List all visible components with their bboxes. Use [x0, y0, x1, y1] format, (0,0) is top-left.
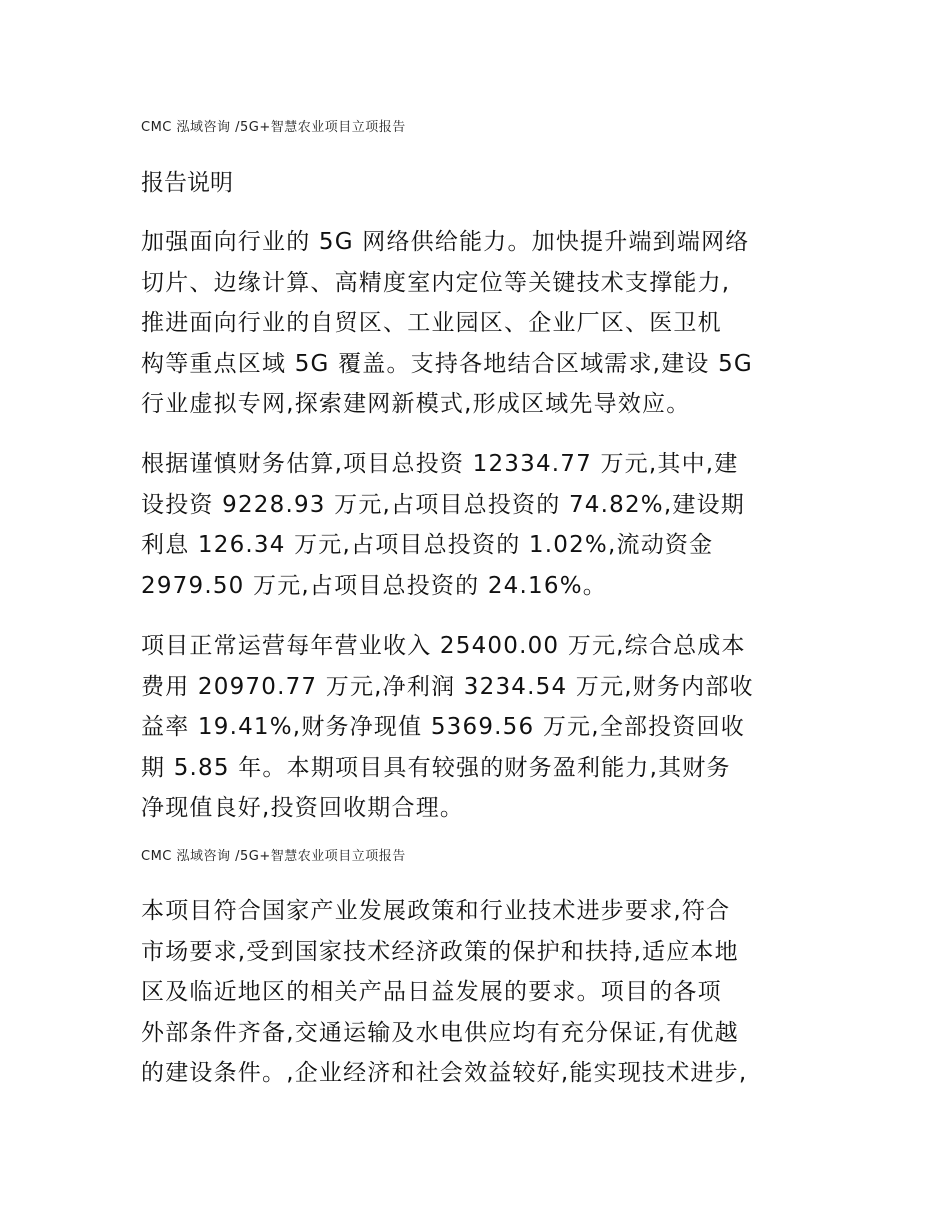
paragraph-line: 本项目符合国家产业发展政策和行业技术进步要求,符合 [141, 898, 731, 924]
paragraph-line: 加强面向行业的 5G 网络供给能力。加快提升端到端网络 [141, 229, 750, 255]
paragraph-line: 费用 20970.77 万元,净利润 3234.54 万元,财务内部收 [141, 673, 754, 700]
paragraph-policy [141, 891, 831, 1094]
running-header-top: CMC 泓域咨询 /5G+智慧农业项目立项报告 [141, 120, 406, 135]
paragraph-line: 设投资 9228.93 万元,占项目总投资的 74.82%,建设期 [141, 491, 745, 518]
section-title: 报告说明 [141, 170, 233, 196]
paragraph-5g-supply [141, 222, 831, 425]
paragraph-line: 切片、边缘计算、高精度室内定位等关键技术支撑能力, [141, 269, 731, 296]
paragraph-line: 区及临近地区的相关产品日益发展的要求。项目的各项 [141, 979, 722, 1005]
paragraph-line: 外部条件齐备,交通运输及水电供应均有充分保证,有优越 [141, 1019, 739, 1046]
paragraph-investment [141, 444, 831, 606]
paragraph-line: 行业虚拟专网,探索建网新模式,形成区域先导效应。 [141, 391, 691, 417]
paragraph-line: 推进面向行业的自贸区、工业园区、企业厂区、医卫机 [141, 310, 722, 336]
paragraph-line: 净现值良好,投资回收期合理。 [141, 795, 465, 821]
paragraph-line: 益率 19.41%,财务净现值 5369.56 万元,全部投资回收 [141, 714, 745, 740]
paragraph-operations [141, 626, 831, 829]
paragraph-line: 构等重点区域 5G 覆盖。支持各地结合区域需求,建设 5G [141, 350, 753, 377]
paragraph-line: 项目正常运营每年营业收入 25400.00 万元,综合总成本 [141, 633, 746, 659]
paragraph-line: 的建设条件。,企业经济和社会效益较好,能实现技术进步, [141, 1060, 748, 1086]
running-header-repeat: CMC 泓域咨询 /5G+智慧农业项目立项报告 [141, 849, 406, 864]
paragraph-line: 市场要求,受到国家技术经济政策的保护和扶持,适应本地 [141, 938, 739, 965]
paragraph-line: 利息 126.34 万元,占项目总投资的 1.02%,流动资金 [141, 532, 714, 558]
paragraph-line: 根据谨慎财务估算,项目总投资 12334.77 万元,其中,建 [141, 451, 739, 477]
paragraph-line: 期 5.85 年。本期项目具有较强的财务盈利能力,其财务 [141, 754, 731, 781]
paragraph-line: 2979.50 万元,占项目总投资的 24.16%。 [141, 572, 607, 599]
